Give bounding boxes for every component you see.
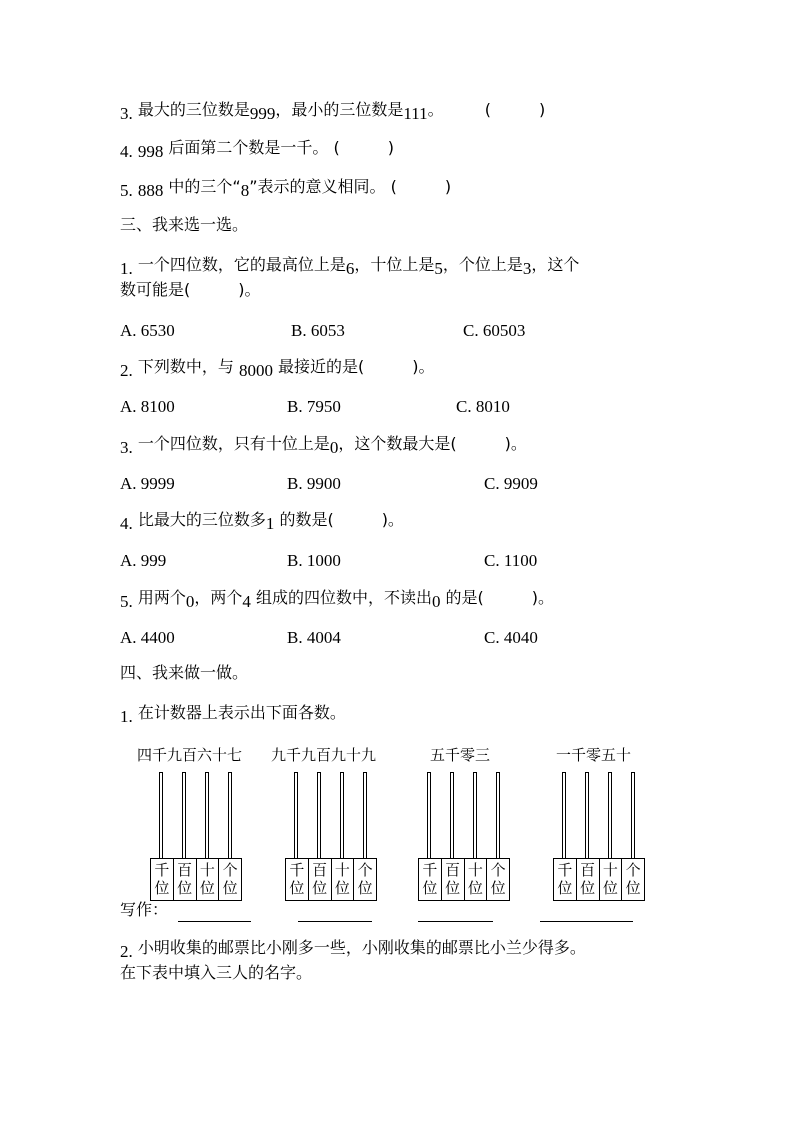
place-ones: 个 位 — [222, 861, 238, 897]
abacus-base — [285, 858, 377, 901]
question-number: 3. — [120, 104, 133, 123]
abacus-rod[interactable] — [182, 772, 186, 858]
section-title-3: 三、我来选一选。 — [120, 215, 249, 234]
abacus-rod[interactable] — [363, 772, 367, 858]
abacus-base — [553, 858, 645, 901]
answer-paren[interactable]: ( ) — [484, 100, 546, 119]
abacus-rod[interactable] — [585, 772, 589, 858]
answer-paren[interactable]: ( ) — [390, 177, 452, 196]
place-thousands: 千 位 — [419, 859, 442, 900]
section-title-4: 四、我来做一做。 — [120, 663, 249, 682]
place-tens: 十 位 — [465, 859, 488, 900]
abacus-4[interactable] — [553, 772, 645, 897]
write-blank-4[interactable] — [540, 921, 633, 922]
place-hundreds: 百 位 — [309, 859, 332, 900]
write-blank-3[interactable] — [418, 921, 493, 922]
option-c[interactable]: C. 60503 — [463, 321, 526, 340]
question-number: 5. — [120, 181, 133, 200]
abacus-2[interactable] — [285, 772, 377, 897]
task-q2: 2. 小明收集的邮票比小刚多一些，小刚收集的邮票比小兰少得多。 — [120, 938, 586, 961]
abacus-title-2: 九千九百九十九 — [271, 746, 377, 764]
place-ones: 个 位 — [357, 861, 373, 897]
option-c[interactable]: C. 9909 — [484, 474, 538, 493]
write-blank-2[interactable] — [298, 921, 372, 922]
choice-q2: 2. 下列数中，与 8000 最接近的是( )。 — [120, 357, 435, 380]
choice-q1: 1. 一个四位数，它的最高位上是6，十位上是5，个位上是3，这个 — [120, 255, 580, 278]
abacus-rod[interactable] — [450, 772, 454, 858]
choice-q3: 3. 一个四位数，只有十位上是0，这个数最大是( )。 — [120, 434, 527, 457]
choice-q4: 4. 比最大的三位数多1 的数是( )。 — [120, 510, 404, 533]
place-tens: 十 位 — [197, 859, 220, 900]
abacus-base — [150, 858, 242, 901]
option-b[interactable]: B. 6053 — [291, 321, 345, 340]
option-a[interactable]: A. 9999 — [120, 474, 175, 493]
abacus-rod[interactable] — [205, 772, 209, 858]
place-hundreds: 百 位 — [442, 859, 465, 900]
option-c[interactable]: C. 1100 — [484, 551, 538, 570]
option-b[interactable]: B. 4004 — [287, 628, 341, 647]
write-blank-1[interactable] — [178, 921, 251, 922]
option-a[interactable]: A. 6530 — [120, 321, 175, 340]
abacus-rod[interactable] — [562, 772, 566, 858]
abacus-3[interactable] — [418, 772, 510, 897]
abacus-rod[interactable] — [317, 772, 321, 858]
place-ones: 个 位 — [490, 861, 506, 897]
option-b[interactable]: B. 1000 — [287, 551, 341, 570]
abacus-base — [418, 858, 510, 901]
place-thousands: 千 位 — [151, 859, 174, 900]
abacus-rod[interactable] — [496, 772, 500, 858]
write-label: 写作： — [120, 900, 169, 919]
choice-q1-line2: 数可能是( )。 — [120, 280, 261, 299]
judge-q5: 5. 888 中的三个“8”表示的意义相同。 ( ) — [120, 177, 452, 200]
place-ones: 个 位 — [625, 861, 641, 897]
place-thousands: 千 位 — [286, 859, 309, 900]
choice-q5: 5. 用两个0，两个4 组成的四位数中，不读出0 的是( )。 — [120, 588, 555, 611]
option-c[interactable]: C. 4040 — [484, 628, 538, 647]
place-hundreds: 百 位 — [577, 859, 600, 900]
question-number: 4. — [120, 142, 133, 161]
judge-q3: 3. 最大的三位数是999，最小的三位数是111。 ( ) — [120, 100, 546, 123]
option-a[interactable]: A. 8100 — [120, 397, 175, 416]
task-q1: 1. 在计数器上表示出下面各数。 — [120, 703, 346, 726]
place-tens: 十 位 — [332, 859, 355, 900]
abacus-rod[interactable] — [340, 772, 344, 858]
place-tens: 十 位 — [600, 859, 623, 900]
abacus-1[interactable] — [150, 772, 242, 897]
abacus-rod[interactable] — [159, 772, 163, 858]
answer-paren[interactable]: ( ) — [333, 138, 395, 157]
abacus-rod[interactable] — [228, 772, 232, 858]
abacus-rod[interactable] — [631, 772, 635, 858]
judge-q4: 4. 998 后面第二个数是一千。 ( ) — [120, 138, 395, 161]
place-thousands: 千 位 — [554, 859, 577, 900]
option-b[interactable]: B. 7950 — [287, 397, 341, 416]
abacus-title-4: 一千零五十 — [556, 746, 632, 764]
option-c[interactable]: C. 8010 — [456, 397, 510, 416]
abacus-title-3: 五千零三 — [430, 746, 491, 764]
place-hundreds: 百 位 — [174, 859, 197, 900]
option-b[interactable]: B. 9900 — [287, 474, 341, 493]
option-a[interactable]: A. 999 — [120, 551, 167, 570]
abacus-title-1: 四千九百六十七 — [137, 746, 243, 764]
abacus-rod[interactable] — [608, 772, 612, 858]
option-a[interactable]: A. 4400 — [120, 628, 175, 647]
abacus-rod[interactable] — [294, 772, 298, 858]
task-q2-line2: 在下表中填入三人的名字。 — [120, 963, 313, 982]
abacus-rod[interactable] — [427, 772, 431, 858]
abacus-rod[interactable] — [473, 772, 477, 858]
